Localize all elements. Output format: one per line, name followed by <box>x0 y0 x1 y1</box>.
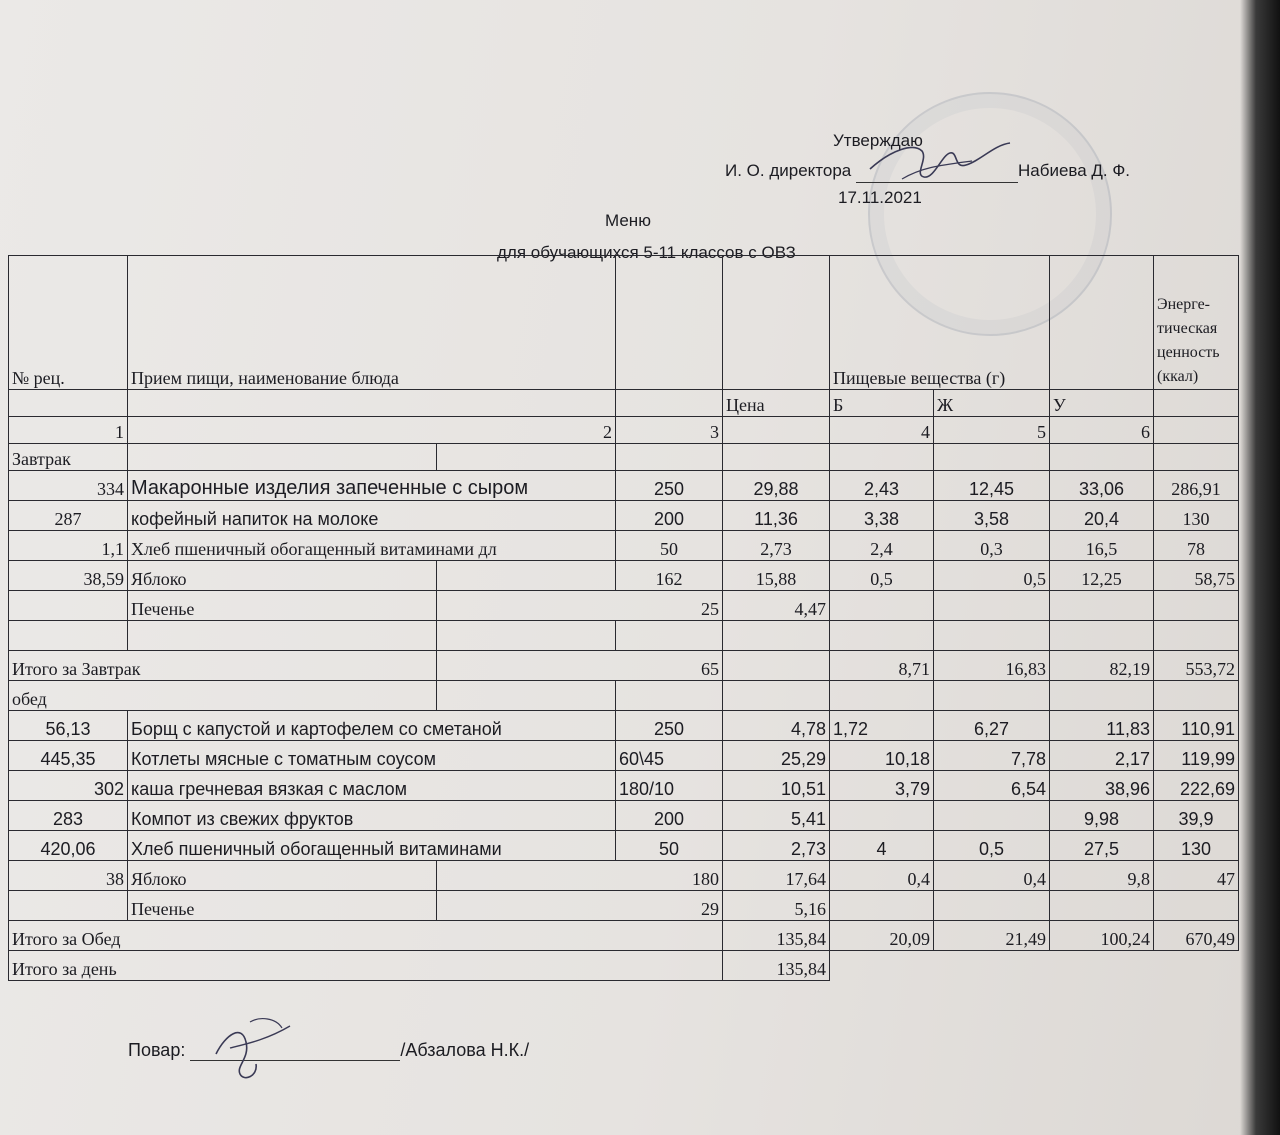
cook-name: /Абзалова Н.К./ <box>400 1040 530 1060</box>
document-title: Меню <box>605 211 651 230</box>
breakfast-total-row: Итого за Завтрак 65 8,71 16,83 82,19 553,72 <box>9 651 1239 681</box>
header-dish-name: Прием пищи, наименование блюда <box>128 256 616 390</box>
cook-signature-line <box>190 1040 400 1061</box>
header-nutrients: Пищевые вещества (г) <box>830 256 1050 390</box>
menu-table <box>8 255 1239 981</box>
table-row: Печенье 29 5,16 <box>9 891 1239 921</box>
empty-row <box>9 621 1239 651</box>
approval-date: 17.11.2021 <box>838 188 922 207</box>
header-u: У <box>1050 390 1154 417</box>
document-subtitle: для обучающихся 5-11 классов с ОВЗ <box>497 243 796 262</box>
header-b: Б <box>830 390 934 417</box>
cook-label: Повар: <box>128 1040 186 1060</box>
cook-signature <box>206 1014 296 1084</box>
table-row: 445,35 Котлеты мясные с томатным соусом 60\45 25,29 10,18 7,78 2,17 119,99 <box>9 741 1239 771</box>
table-number-row: 1 2 3 4 5 6 <box>9 417 1239 444</box>
section-breakfast: Завтрак <box>9 444 1239 471</box>
table-header-row <box>9 256 1239 390</box>
table-row: 38,59 Яблоко 162 15,88 0,5 0,5 12,25 58,75 <box>9 561 1239 591</box>
header-energy: Энерге- тическая ценность (ккал) <box>1154 256 1239 390</box>
header-price: Цена <box>723 390 830 417</box>
cook-signature-block <box>128 1040 529 1061</box>
table-subheader-row <box>9 390 1239 417</box>
table-row: 420,06 Хлеб пшеничный обогащенный витаминами 50 2,73 4 0,5 27,5 130 <box>9 831 1239 861</box>
approve-label: Утверждаю <box>833 131 923 150</box>
header-zh: Ж <box>934 390 1050 417</box>
table-row: 1,1 Хлеб пшеничный обогащенный витаминами дл 50 2,73 2,4 0,3 16,5 78 <box>9 531 1239 561</box>
director-name: Набиева Д. Ф. <box>1017 161 1131 180</box>
day-total-row: Итого за день 135,84 <box>9 951 1239 981</box>
lunch-total-row: Итого за Обед 135,84 20,09 21,49 100,24 670,49 <box>9 921 1239 951</box>
director-signature <box>862 139 1012 185</box>
table-row: 56,13 Борщ с капустой и картофелем со сметаной 250 4,78 1,72 6,27 11,83 110,91 <box>9 711 1239 741</box>
table-row: 334 Макаронные изделия запеченные с сыром 250 29,88 2,43 12,45 33,06 286,91 <box>9 471 1239 501</box>
director-position: И. О. директора <box>725 161 852 180</box>
table-row: Печенье 25 4,47 <box>9 591 1239 621</box>
director-line <box>725 157 1130 183</box>
director-signature-line <box>856 157 1018 183</box>
table-row: 287 кофейный напиток на молоке 200 11,36 3,38 3,58 20,4 130 <box>9 501 1239 531</box>
table-row: 283 Компот из свежих фруктов 200 5,41 9,98 39,9 <box>9 801 1239 831</box>
section-lunch: обед <box>9 681 1239 711</box>
table-row: 38 Яблоко 180 17,64 0,4 0,4 9,8 47 <box>9 861 1239 891</box>
scan-edge-shadow <box>1240 0 1280 1135</box>
table-row: 302 каша гречневая вязкая с маслом 180/10 10,51 3,79 6,54 38,96 222,69 <box>9 771 1239 801</box>
header-rec-no: № рец. <box>9 256 128 390</box>
